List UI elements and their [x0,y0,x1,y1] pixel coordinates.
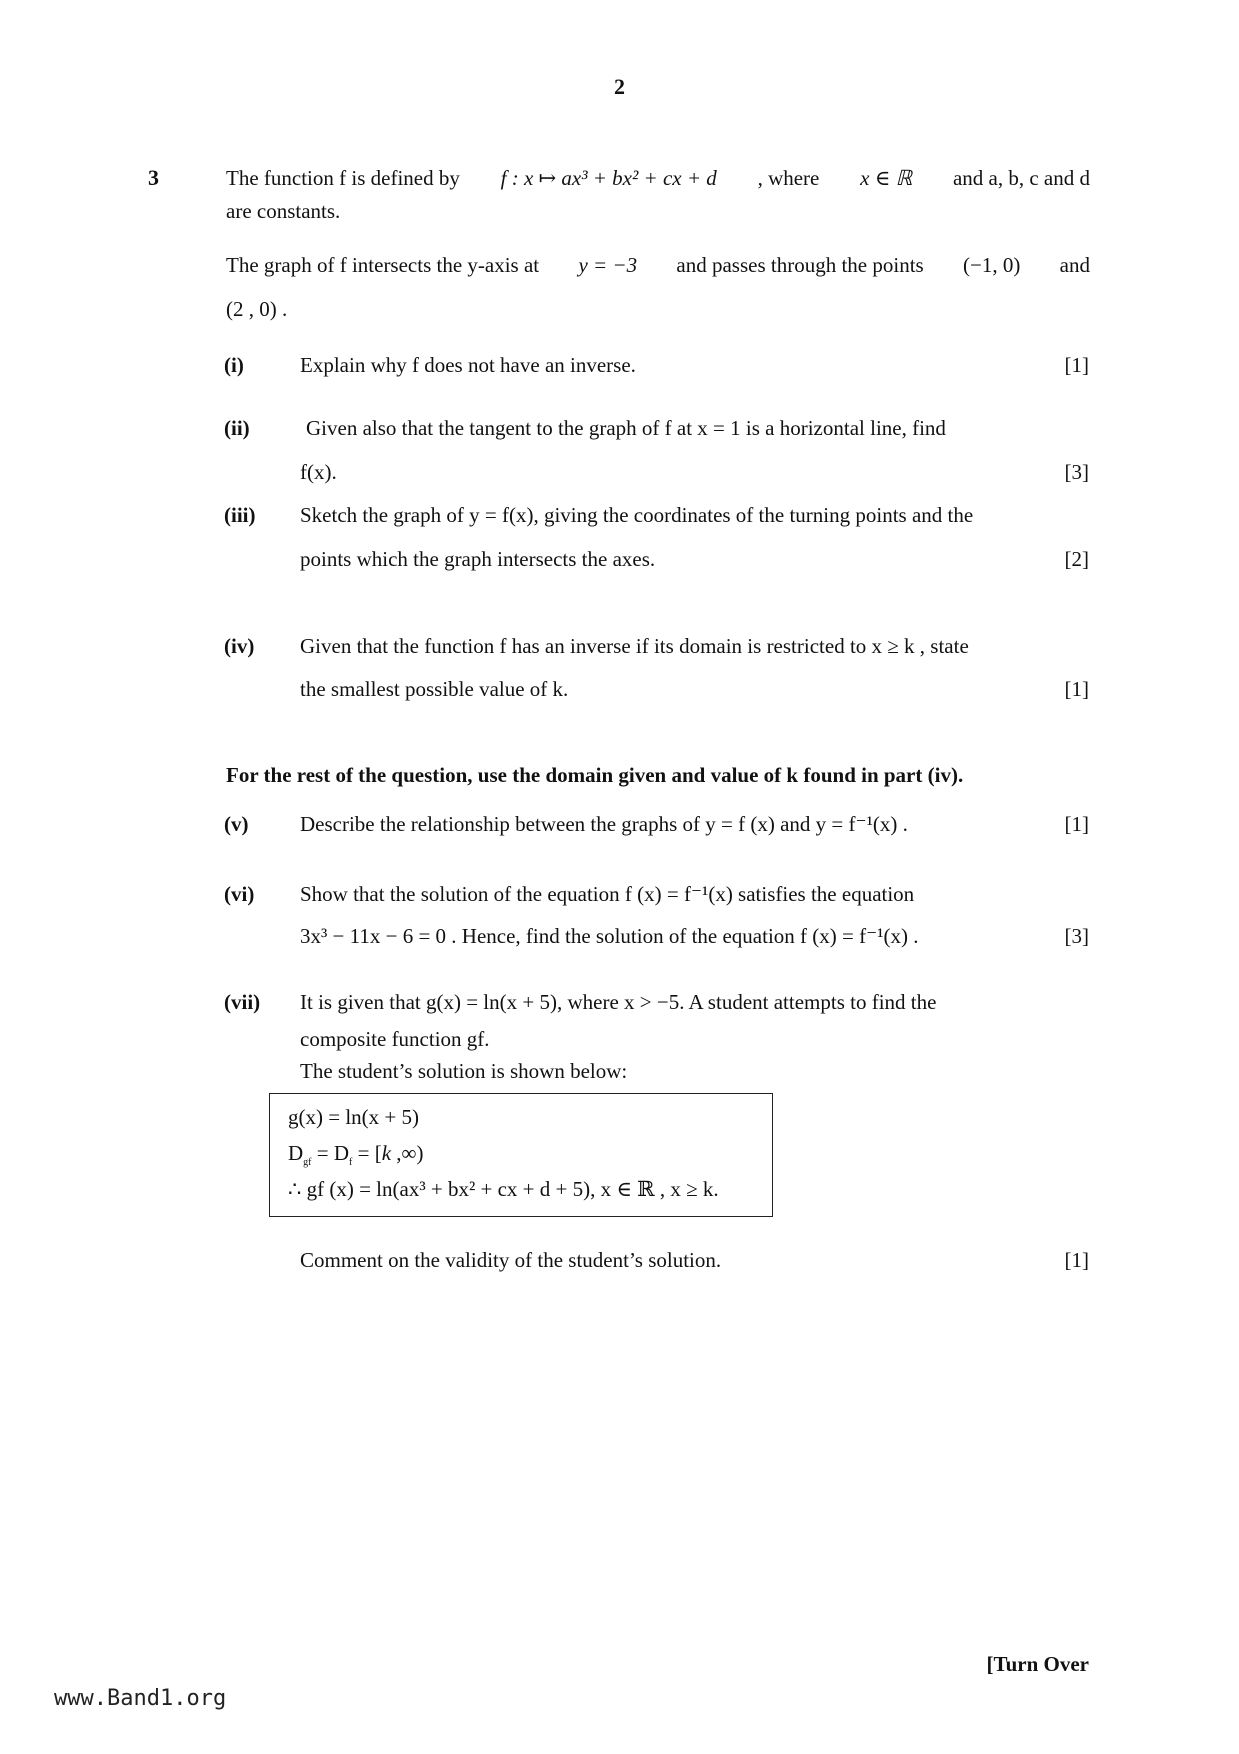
part-vii-line-3: The student’s solution is shown below: [300,1059,628,1083]
marks-iv: [1] [1064,677,1089,701]
part-iv-line-2: the smallest possible value of k. [300,677,569,701]
marks-ii: [3] [1064,460,1089,484]
part-vii-closing: Comment on the validity of the student’s solution. [300,1248,722,1272]
function-mapping: f : x ↦ ax³ + bx² + cx + d [500,166,717,190]
solution-line-2: $D_{gf} = D_f = [k$ ,∞) [288,1141,424,1168]
part-iii-line-1: Sketch the graph of y = f(x), giving the coordinates of the turning points and the [300,503,974,527]
question-number: 3 [148,165,159,190]
stem-text: The graph of f intersects the y-axis at [226,253,540,277]
solution-line-1: g(x) = ln(x + 5) [288,1105,419,1129]
part-v-line-1: Describe the relationship between the graphs of y = f (x) and y = f⁻¹(x) . [300,812,908,836]
stem-line-4: (2 , 0) . [226,297,288,321]
turn-over-label: [Turn Over [986,1652,1089,1676]
part-label-ii: (ii) [224,416,250,440]
marks-v: [1] [1064,812,1089,836]
part-label-v: (v) [224,812,249,836]
marks-vii: [1] [1064,1248,1089,1272]
part-label-vii: (vii) [224,990,261,1014]
part-label-iv: (iv) [224,634,255,658]
solution-line-3: ∴ gf (x) = ln(ax³ + bx² + cx + d + 5), x ∈ ℝ , x ≥ k. [288,1177,719,1201]
stem-text: , where [757,166,820,190]
part-vii-line-2: composite function gf. [300,1027,490,1051]
marks-i: [1] [1064,353,1089,377]
part-vi-line-2: 3x³ − 11x − 6 = 0 . Hence, find the solution of the equation f (x) = f⁻¹(x) . [300,924,919,948]
part-vi-line-1: Show that the solution of the equation f (x) = f⁻¹(x) satisfies the equation [300,882,915,906]
y-intercept: y = −3 [578,253,638,277]
stem-line-3 [226,252,1090,278]
point-1: (−1, 0) [963,253,1021,277]
student-solution-box [269,1093,773,1217]
function-domain: x ∈ ℝ [860,166,913,190]
marks-iii: [2] [1064,547,1089,571]
stem-text: and [1059,253,1090,277]
instruction-text: For the rest of the question, use the domain given and value of k found in part (iv). [226,763,964,787]
part-i-line-1: Explain why f does not have an inverse. [300,353,636,377]
watermark-link[interactable]: www.Band1.org [54,1686,227,1711]
page-number: 2 [614,74,625,99]
part-label-iii: (iii) [224,503,256,527]
part-ii-line-2: f(x). [300,460,337,484]
stem-text: The function f is defined by [226,166,460,190]
part-label-i: (i) [224,353,244,377]
stem-line-2: are constants. [226,199,341,223]
part-iii-line-2: points which the graph intersects the axes. [300,547,656,571]
part-iv-line-1: Given that the function f has an inverse if its domain is restricted to x ≥ k , state [300,634,969,658]
marks-vi: [3] [1064,924,1089,948]
stem-text: and passes through the points [676,253,924,277]
part-ii-line-1: Given also that the tangent to the graph of f at x = 1 is a horizontal line, find [306,416,946,440]
stem-line-1 [226,165,1090,191]
part-vii-line-1: It is given that g(x) = ln(x + 5), where x > −5. A student attempts to find the [300,990,937,1014]
stem-text: and a, b, c and d [952,166,1090,190]
part-label-vi: (vi) [224,882,255,906]
